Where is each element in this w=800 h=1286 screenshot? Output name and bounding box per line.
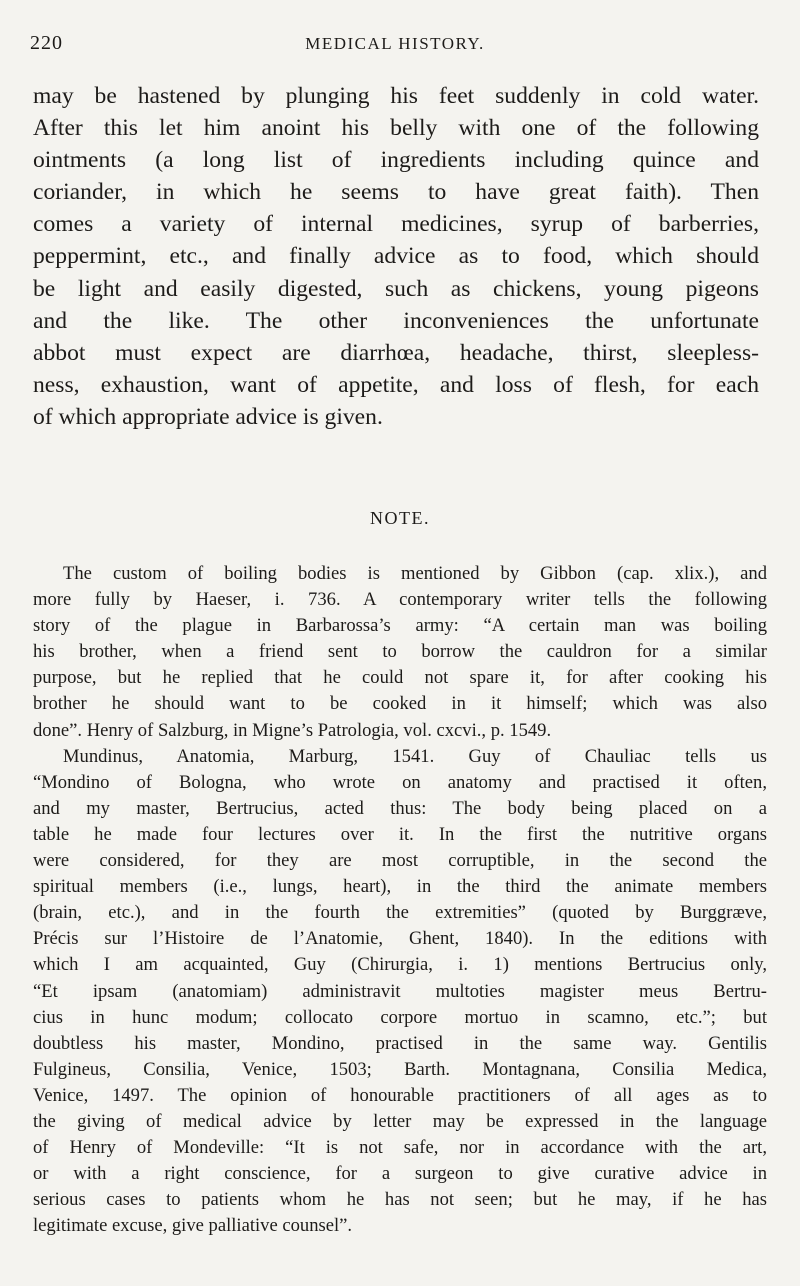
note-line: and my master, Bertrucius, acted thus: The body being placed on a — [33, 797, 767, 819]
note-line: purpose, but he replied that he could not spare it, for after cooking his — [33, 667, 767, 689]
note-line: Mundinus, Anatomia, Marburg, 1541. Guy of Chauliac tells us — [63, 745, 767, 767]
page-header — [30, 32, 760, 62]
body-line: of which appropriate advice is given. — [33, 403, 383, 430]
body-line: abbot must expect are diarrhœa, headache, thirst, sleepless- — [33, 339, 759, 366]
note-line: Venice, 1497. The opinion of honourable practitioners of all ages as to — [33, 1084, 767, 1106]
body-line: ointments (a long list of ingredients including quince and — [33, 147, 759, 174]
note-line: done”. Henry of Salzburg, in Migne’s Patrologia, vol. cxcvi., p. 1549. — [33, 719, 552, 741]
note-line: legitimate excuse, give palliative counsel”. — [33, 1215, 353, 1237]
body-line: After this let him anoint his belly with one of the following — [33, 115, 759, 142]
note-line: cius in hunc modum; collocato corpore mortuo in scamno, etc.”; but — [33, 1006, 767, 1028]
note-line: table he made four lectures over it. In the first the nutritive organs — [33, 823, 767, 845]
body-paragraph — [33, 80, 759, 433]
note-line: or with a right conscience, for a surgeon to give curative advice in — [33, 1163, 767, 1185]
note-line: his brother, when a friend sent to borrow the cauldron for a similar — [33, 641, 767, 663]
note-line: Fulgineus, Consilia, Venice, 1503; Barth. Montagnana, Consilia Medica, — [33, 1058, 767, 1080]
note-line: of Henry of Mondeville: “It is not safe, nor in accordance with the art, — [33, 1137, 767, 1159]
note-line: Précis sur l’Histoire de l’Anatomie, Ghent, 1840). In the editions with — [33, 928, 767, 950]
note-text — [33, 561, 767, 1239]
note-line: serious cases to patients whom he has not seen; but he may, if he has — [33, 1189, 767, 1211]
note-line: The custom of boiling bodies is mentioned by Gibbon (cap. xlix.), and — [63, 563, 767, 584]
body-line: comes a variety of internal medicines, syrup of barberries, — [33, 211, 759, 238]
note-line: more fully by Haeser, i. 736. A contemporary writer tells the following — [33, 589, 767, 611]
note-heading: NOTE. — [370, 508, 430, 528]
body-line: peppermint, etc., and finally advice as to food, which should — [33, 243, 759, 270]
body-line: coriander, in which he seems to have great faith). Then — [33, 179, 759, 206]
note-line: doubtless his master, Mondino, practised in the same way. Gentilis — [33, 1032, 767, 1054]
note-line: which I am acquainted, Guy (Chirurgia, i. 1) mentions Bertrucius only, — [33, 954, 767, 976]
note-line: “Et ipsam (anatomiam) administravit multoties magister meus Bertru- — [33, 980, 767, 1002]
body-line: be light and easily digested, such as chickens, young pigeons — [33, 275, 759, 302]
note-line: “Mondino of Bologna, who wrote on anatomy and practised it often, — [33, 771, 767, 793]
body-line: may be hastened by plunging his feet suddenly in cold water. — [33, 83, 759, 109]
note-line: brother he should want to be cooked in it himself; which was also — [33, 693, 767, 715]
note-line: spiritual members (i.e., lungs, heart), in the third the animate members — [33, 876, 767, 898]
note-line: (brain, etc.), and in the fourth the extremities” (quoted by Burggræve, — [33, 902, 767, 924]
page-number: 220 — [30, 32, 63, 54]
body-line: ness, exhaustion, want of appetite, and loss of flesh, for each — [33, 371, 759, 398]
body-line: and the like. The other inconveniences the unfortunate — [33, 307, 759, 334]
note-line: were considered, for they are most corruptible, in the second the — [33, 850, 767, 872]
note-line: story of the plague in Barbarossa’s army: “A certain man was boiling — [33, 615, 767, 637]
running-head: MEDICAL HISTORY. — [305, 34, 485, 53]
note-line: the giving of medical advice by letter may be expressed in the language — [33, 1110, 767, 1132]
